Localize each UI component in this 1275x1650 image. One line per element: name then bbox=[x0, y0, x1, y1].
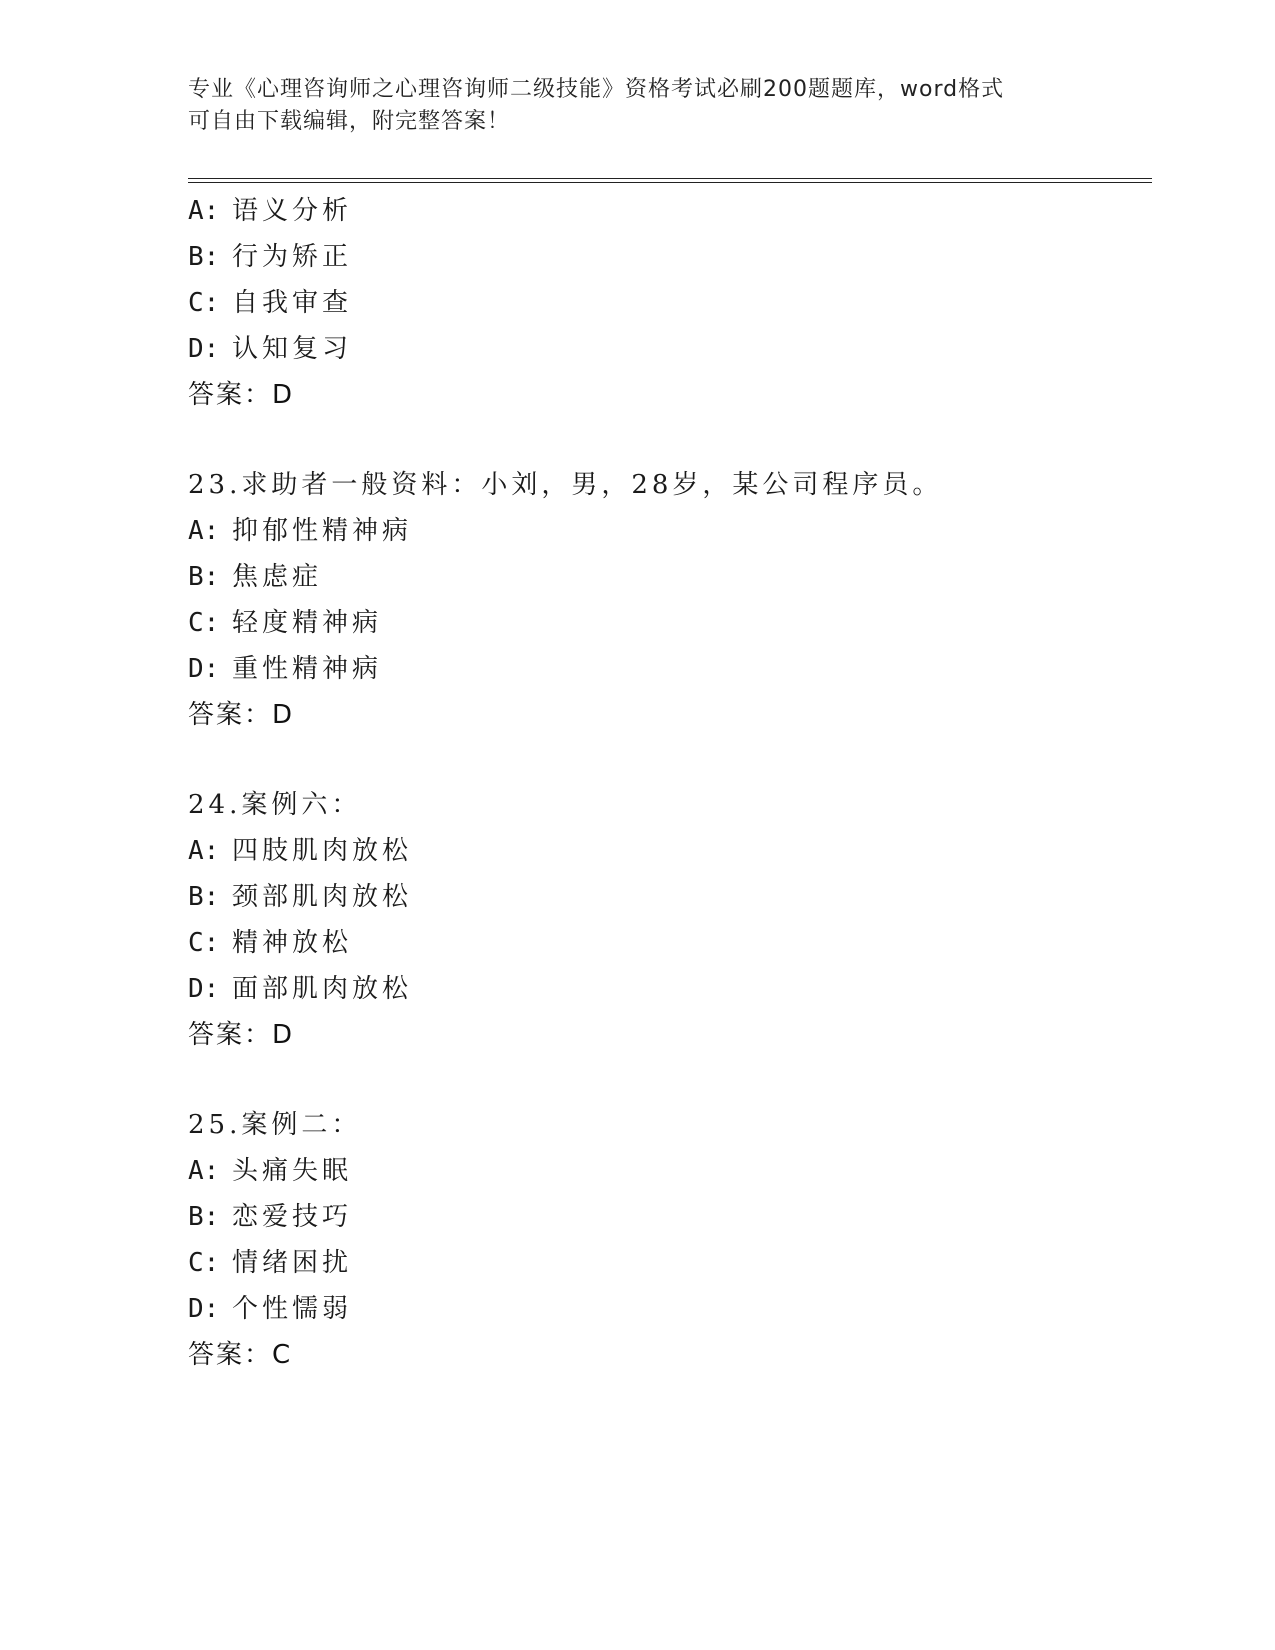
option-text: 面部肌肉放松 bbox=[232, 974, 413, 1004]
option-label: D: bbox=[188, 654, 220, 684]
document-header bbox=[188, 74, 1068, 138]
option-text: 认知复习 bbox=[232, 334, 353, 364]
option-b bbox=[188, 554, 1148, 600]
option-c bbox=[188, 1240, 1148, 1286]
option-label: D: bbox=[188, 1294, 220, 1324]
answer-line: 答案：D bbox=[188, 1020, 295, 1050]
question-block bbox=[188, 782, 1148, 1058]
question-text: 24.案例六： bbox=[188, 790, 362, 820]
answer-line: 答案：C bbox=[188, 1340, 293, 1370]
option-label: D: bbox=[188, 334, 220, 364]
option-label: B: bbox=[188, 1202, 220, 1232]
option-label: A: bbox=[188, 1156, 220, 1186]
option-text: 四肢肌肉放松 bbox=[232, 836, 413, 866]
option-b bbox=[188, 874, 1148, 920]
question-block bbox=[188, 1102, 1148, 1378]
option-a bbox=[188, 828, 1148, 874]
question-block bbox=[188, 462, 1148, 738]
option-text: 重性精神病 bbox=[232, 654, 383, 684]
option-label: D: bbox=[188, 974, 220, 1004]
option-text: 焦虑症 bbox=[232, 562, 323, 592]
spacer bbox=[188, 1058, 1148, 1102]
option-text: 语义分析 bbox=[232, 196, 353, 226]
header-divider-bottom bbox=[188, 182, 1152, 183]
option-text: 精神放松 bbox=[232, 928, 353, 958]
question-text: 23.求助者一般资料：小刘，男，28岁，某公司程序员。 bbox=[188, 470, 943, 500]
option-text: 情绪困扰 bbox=[232, 1248, 353, 1278]
header-line-2: 可自由下载编辑，附完整答案！ bbox=[188, 109, 511, 134]
option-text: 自我审查 bbox=[232, 288, 353, 318]
option-text: 行为矫正 bbox=[232, 242, 353, 272]
option-d bbox=[188, 1286, 1148, 1332]
option-label: C: bbox=[188, 1248, 220, 1278]
header-divider-top bbox=[188, 178, 1152, 179]
option-label: B: bbox=[188, 562, 220, 592]
option-text: 个性懦弱 bbox=[232, 1294, 353, 1324]
question-list bbox=[188, 188, 1148, 1378]
option-label: B: bbox=[188, 242, 220, 272]
option-a bbox=[188, 508, 1148, 554]
answer-line: 答案：D bbox=[188, 380, 295, 410]
option-label: C: bbox=[188, 928, 220, 958]
option-c bbox=[188, 600, 1148, 646]
spacer bbox=[188, 418, 1148, 462]
option-d bbox=[188, 966, 1148, 1012]
option-b bbox=[188, 1194, 1148, 1240]
option-d bbox=[188, 326, 1148, 372]
option-label: B: bbox=[188, 882, 220, 912]
header-line-1: 专业《心理咨询师之心理咨询师二级技能》资格考试必刷200题题库，word格式 bbox=[188, 77, 1005, 102]
option-label: C: bbox=[188, 288, 220, 318]
answer-line: 答案：D bbox=[188, 700, 295, 730]
option-label: A: bbox=[188, 836, 220, 866]
spacer bbox=[188, 738, 1148, 782]
option-text: 颈部肌肉放松 bbox=[232, 882, 413, 912]
option-d bbox=[188, 646, 1148, 692]
option-text: 头痛失眠 bbox=[232, 1156, 353, 1186]
option-text: 恋爱技巧 bbox=[232, 1202, 353, 1232]
option-label: A: bbox=[188, 196, 220, 226]
option-b bbox=[188, 234, 1148, 280]
option-c bbox=[188, 280, 1148, 326]
option-text: 抑郁性精神病 bbox=[232, 516, 413, 546]
option-a bbox=[188, 1148, 1148, 1194]
question-text: 25.案例二： bbox=[188, 1110, 362, 1140]
option-label: C: bbox=[188, 608, 220, 638]
question-block bbox=[188, 188, 1148, 418]
option-c bbox=[188, 920, 1148, 966]
option-a bbox=[188, 188, 1148, 234]
option-label: A: bbox=[188, 516, 220, 546]
option-text: 轻度精神病 bbox=[232, 608, 383, 638]
